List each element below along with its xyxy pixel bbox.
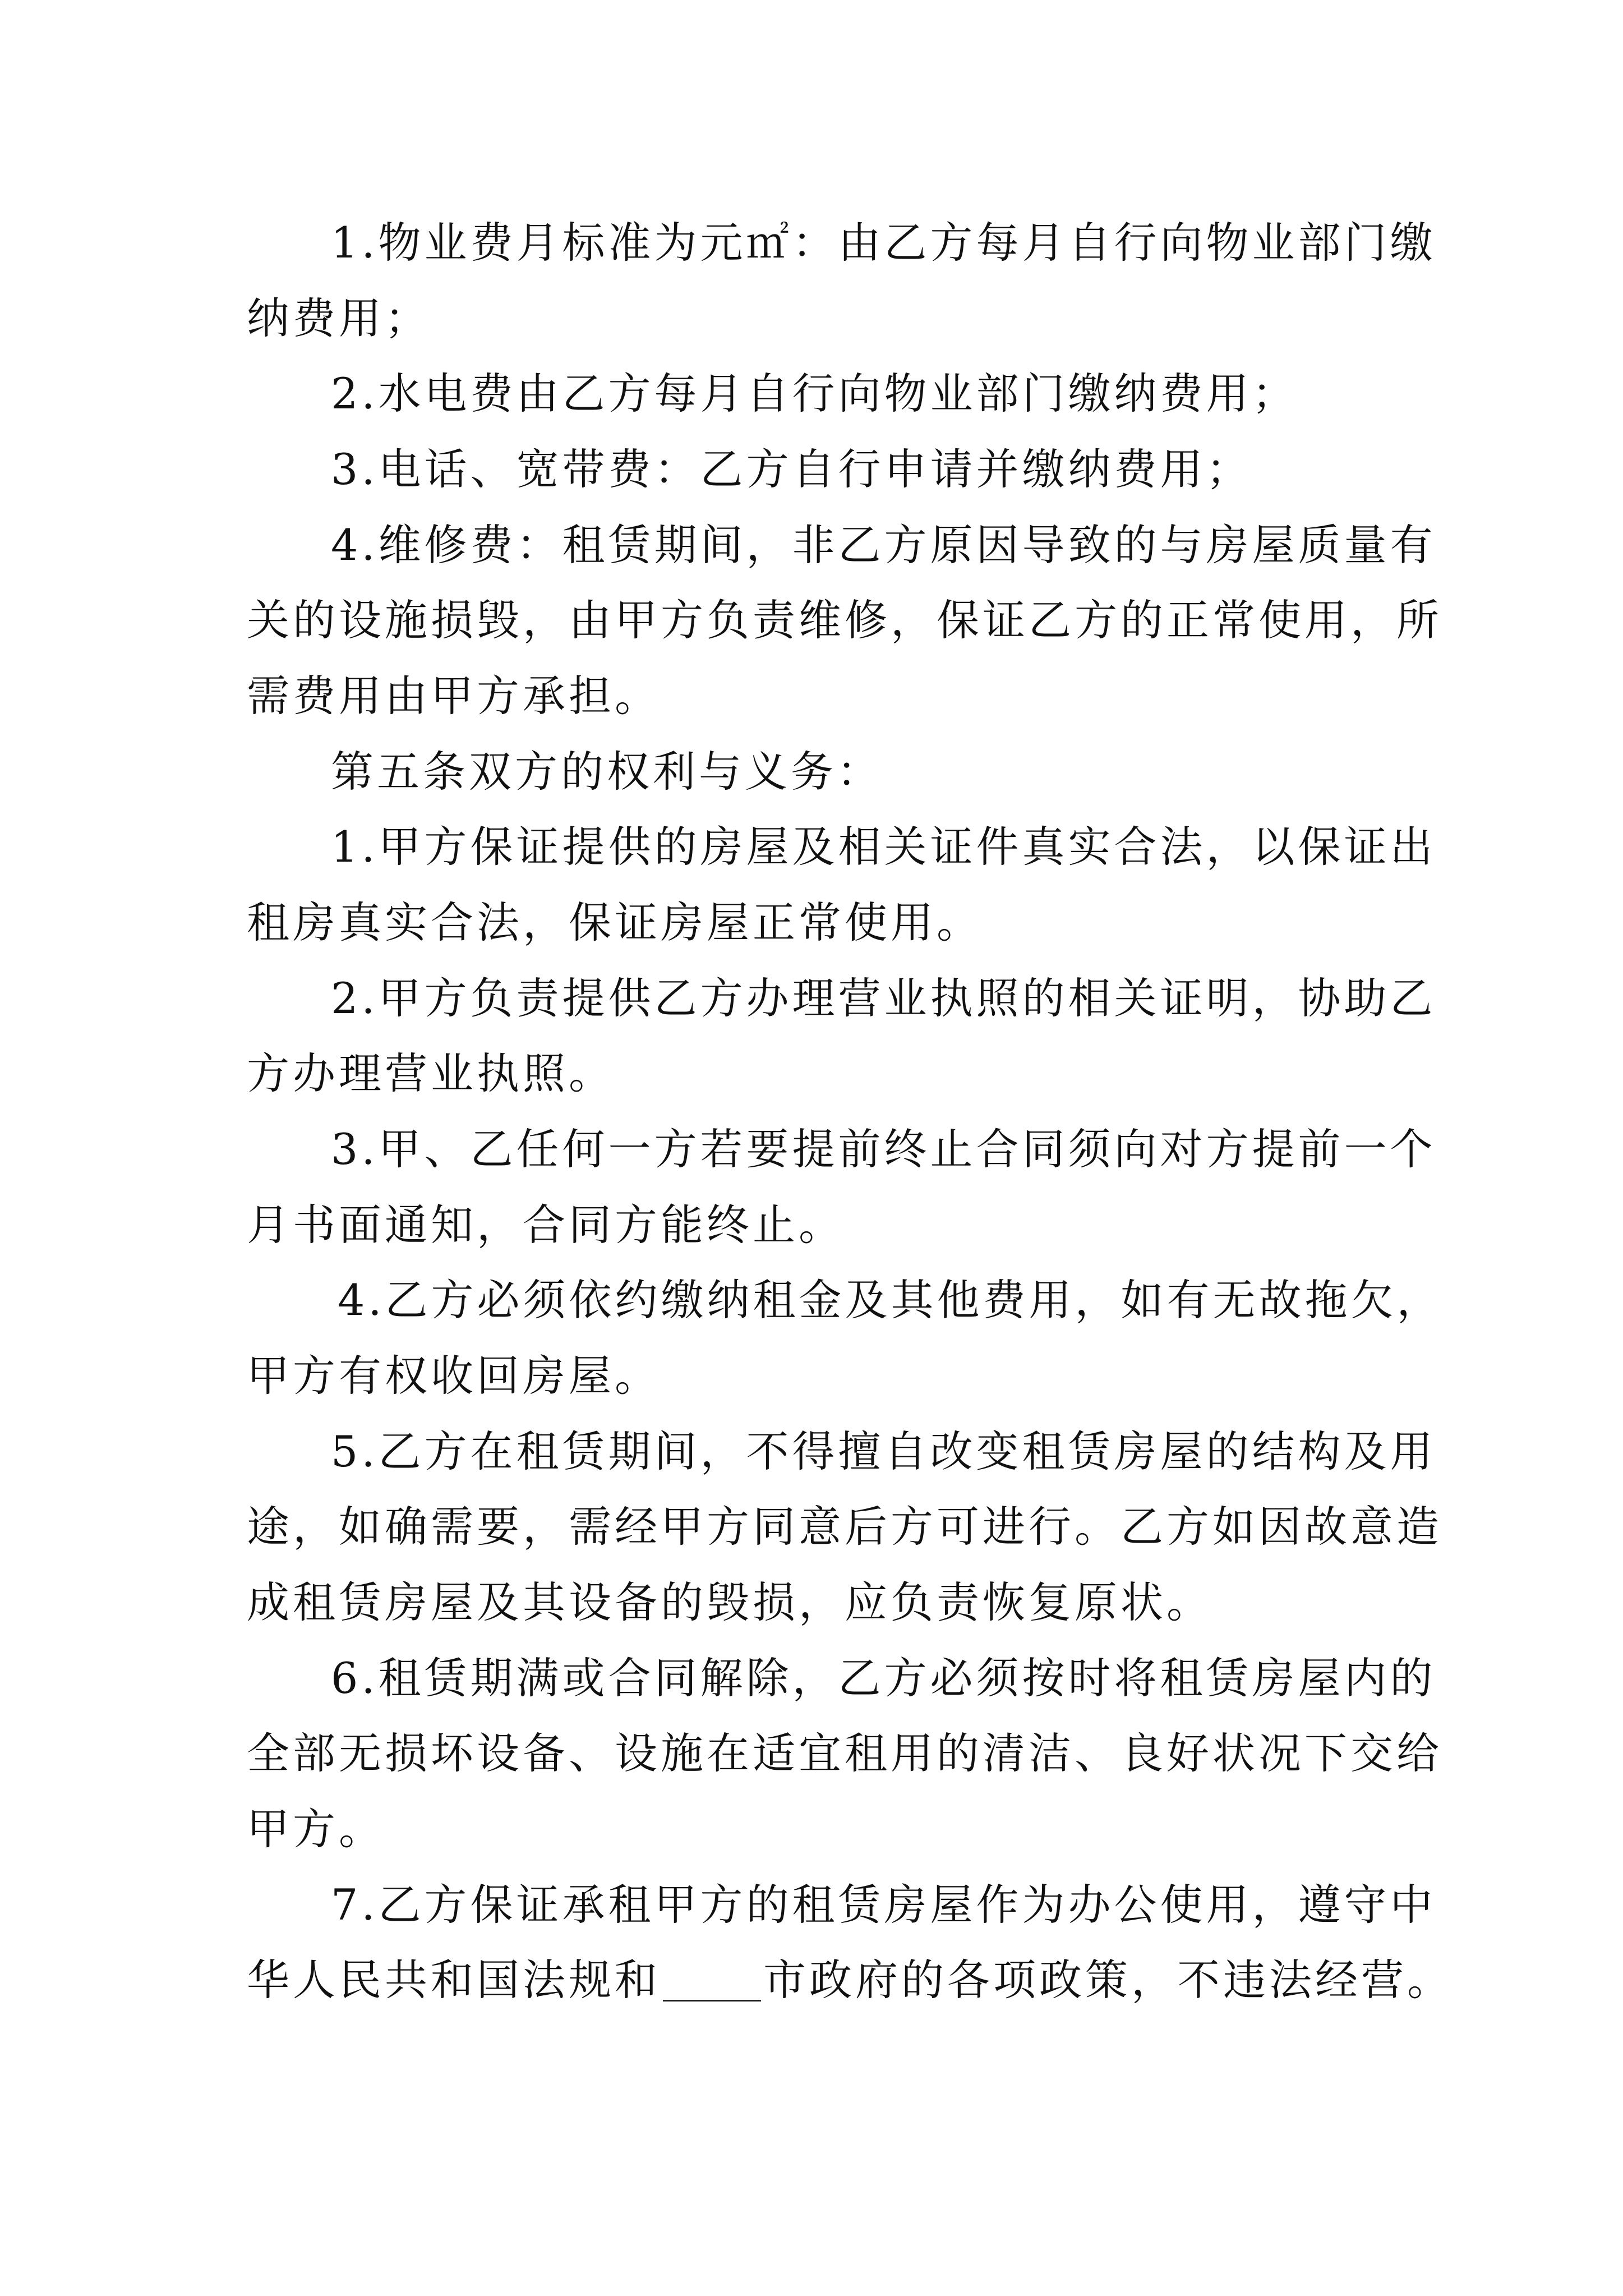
text-line: 关的设施损毁，由甲方负责维修，保证乙方的正常使用，所: [247, 595, 1442, 645]
text-line-with-blank: [247, 1952, 1453, 2008]
text-line: 2.水电费由乙方每月自行向物业部门缴纳费用；: [331, 369, 1298, 418]
text-line: 成租赁房屋及其设备的毁损，应负责恢复原状。: [247, 1577, 1212, 1627]
text-line: 途，如确需要，需经甲方同意后方可进行。乙方如因故意造: [247, 1502, 1442, 1552]
section-heading: 第五条双方的权利与义务：: [331, 747, 883, 797]
text-line: 4.乙方必须依约缴纳租金及其他费用，如有无故拖欠，: [338, 1275, 1443, 1325]
text-line: 甲方有权收回房屋。: [247, 1351, 661, 1401]
text-line: 6.租赁期满或合同解除，乙方必须按时将租赁房屋内的: [331, 1653, 1436, 1703]
text-line: 方办理营业执照。: [247, 1048, 615, 1098]
text-line: 全部无损坏设备、设施在适宜租用的清洁、良好状况下交给: [247, 1728, 1442, 1778]
text-line: 5.乙方在租赁期间，不得擅自改变租赁房屋的结构及用: [331, 1427, 1436, 1476]
text-line: 4.维修费：租赁期间，非乙方原因导致的与房屋质量有: [331, 520, 1436, 570]
text-line: 3.电话、宽带费：乙方自行申请并缴纳费用；: [331, 444, 1252, 494]
text-line: 3.甲、乙任何一方若要提前终止合同须向对方提前一个: [331, 1124, 1436, 1174]
text-line: 2.甲方负责提供乙方办理营业执照的相关证明，协助乙: [331, 973, 1436, 1023]
text-line: 1.物业费月标准为元㎡：由乙方每月自行向物业部门缴: [331, 218, 1436, 268]
text-line: 需费用由甲方承担。: [247, 671, 661, 721]
text-segment: 市政府的各项政策，不违法经营。: [763, 1955, 1453, 2005]
text-line: 1.甲方保证提供的房屋及相关证件真实合法，以保证出: [331, 822, 1436, 872]
text-line: 月书面通知，合同方能终止。: [247, 1200, 845, 1250]
text-line: 7.乙方保证承租甲方的租赁房屋作为办公使用，遵守中: [331, 1880, 1436, 1930]
text-segment: 华人民共和国法规和: [247, 1955, 661, 2005]
fill-in-blank: [663, 1966, 761, 2001]
text-line: 纳费用；: [247, 293, 431, 343]
text-line: 甲方。: [247, 1804, 385, 1854]
text-line: 租房真实合法，保证房屋正常使用。: [247, 898, 983, 947]
